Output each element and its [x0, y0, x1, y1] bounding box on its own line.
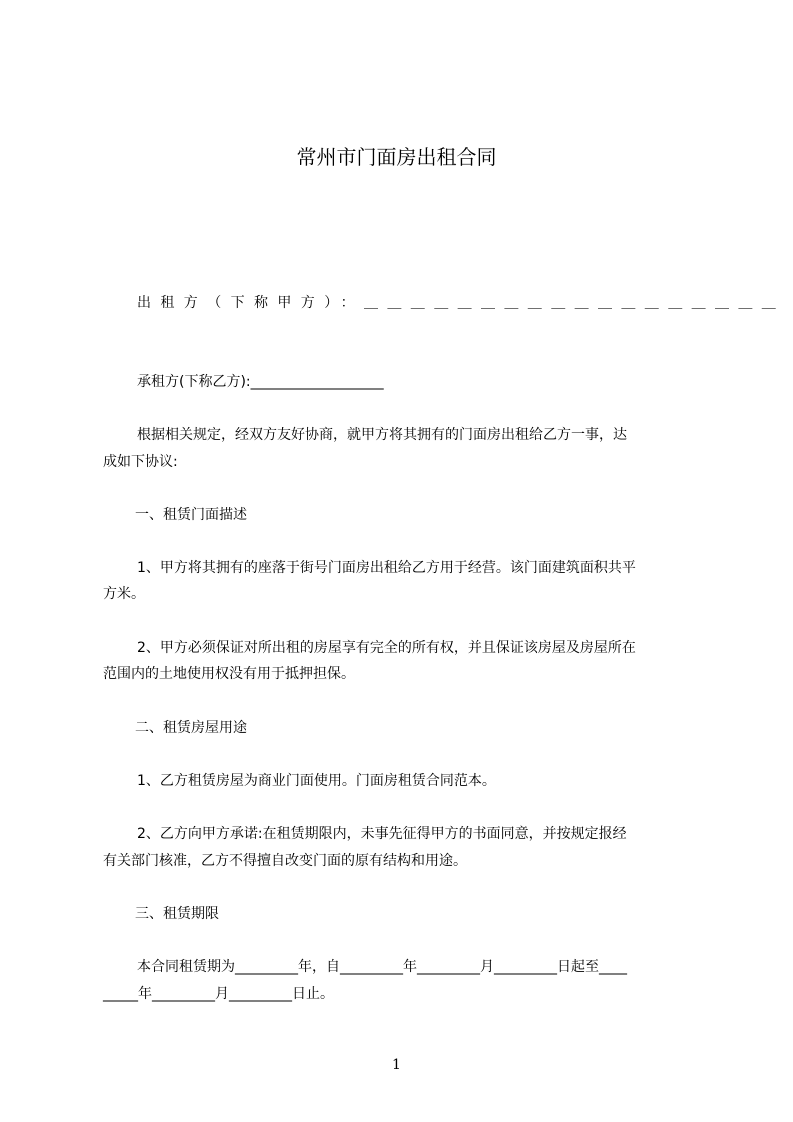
section-2-heading: 二、租赁房屋用途 — [135, 720, 247, 736]
lessor-line: 出租方（下称甲方）：＿＿＿＿＿＿＿＿＿＿＿＿＿＿＿＿＿＿ — [137, 295, 786, 311]
term-line-1: 本合同租赁期为_________年，自_________年_________月_________日起至____ — [137, 959, 627, 975]
intro-paragraph-line-2: 成如下协议: — [103, 454, 178, 470]
intro-paragraph-line-1: 根据相关规定，经双方友好协商，就甲方将其拥有的门面房出租给乙方一事，达 — [137, 427, 627, 443]
clause-2-2-line-2: 有关部门核准，乙方不得擅自改变门面的原有结构和用途。 — [103, 853, 467, 869]
section-1-heading: 一、租赁门面描述 — [135, 507, 247, 523]
clause-2-1: 1、乙方租赁房屋为商业门面使用。门面房租赁合同范本。 — [137, 773, 496, 789]
clause-1-2-line-1: 2、甲方必须保证对所出租的房屋享有完全的所有权，并且保证该房屋及房屋所在 — [137, 640, 636, 656]
clause-2-2-line-1: 2、乙方向甲方承诺:在租赁期限内，未事先征得甲方的书面同意，并按规定报经 — [137, 826, 627, 842]
clause-1-2-line-2: 范围内的土地使用权没有用于抵押担保。 — [103, 666, 355, 682]
clause-1-1-line-2: 方米。 — [103, 586, 145, 602]
term-line-2: _____年_________月_________日止。 — [103, 986, 334, 1002]
page-title: 常州市门面房出租合同 — [296, 145, 497, 169]
section-3-heading: 三、租赁期限 — [135, 906, 219, 922]
page-number: 1 — [392, 1057, 401, 1073]
clause-1-1-line-1: 1、甲方将其拥有的座落于街号门面房出租给乙方用于经营。该门面建筑面积共平 — [137, 560, 636, 576]
lessee-line: 承租方(下称乙方):___________________ — [137, 374, 384, 390]
